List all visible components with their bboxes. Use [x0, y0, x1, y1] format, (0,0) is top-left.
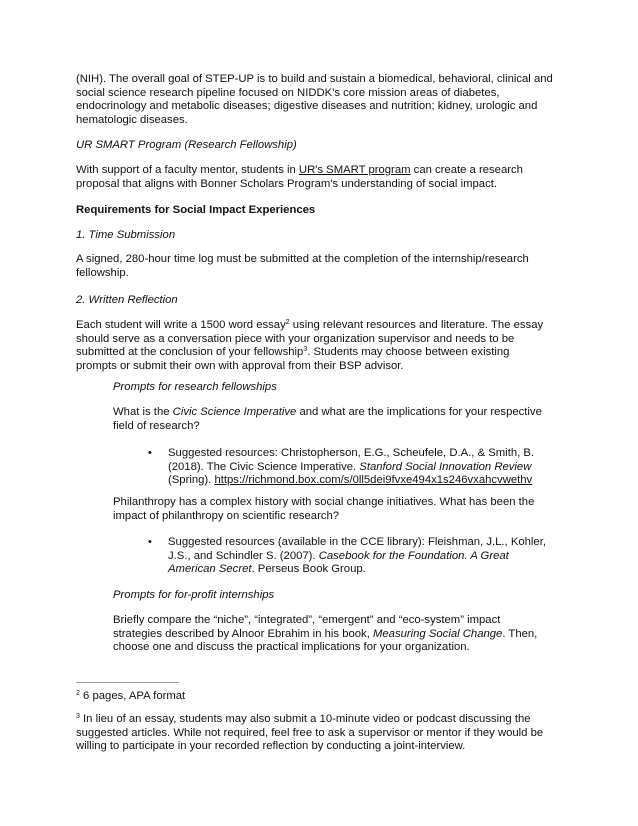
- bullet-marker: •: [148, 536, 152, 548]
- resource-item-1: Suggested resources: Christopherson, E.G., Scheufele, D.A., & Smith, B. (2018). The Civic Science Imperative. Stanford Social Innovation Review (Spring). https://richmond.box.com/s/0ll5dei9fvxe494x1s246vxahcvwethv: [168, 447, 535, 487]
- written-reflection-heading: 2. Written Reflection: [76, 294, 178, 306]
- resource-item-2: Suggested resources (available in the CCE library): Fleishman, J.L., Kohler, J.S., and Schindler S. (2007). Casebook for the Foundation. A Great American Secret. Perseus Book Group.: [168, 536, 546, 576]
- forprofit-prompts-heading: Prompts for for-profit internships: [113, 589, 275, 601]
- intro-line: hematologic diseases.: [76, 113, 188, 126]
- research-prompts-heading: Prompts for research fellowships: [113, 381, 277, 393]
- research-question-2: Philanthropy has a complex history with social change initiatives. What has been the impact of philanthropy on scientific research?: [113, 496, 535, 522]
- footnote-ref-3[interactable]: 3: [303, 346, 308, 354]
- smart-heading: UR SMART Program (Research Fellowship): [76, 139, 297, 151]
- time-submission-paragraph: A signed, 280-hour time log must be submitted at the completion of the internship/research fellowship.: [76, 253, 529, 279]
- intro-paragraph: [76, 73, 562, 127]
- bullet-marker: •: [148, 447, 152, 459]
- intro-line: social science research pipeline focused on NIDDK's core mission areas of diabetes,: [76, 86, 500, 99]
- research-question-1: What is the Civic Science Imperative and what are the implications for your respective field of research?: [113, 406, 542, 432]
- written-reflection-paragraph: Each student will write a 1500 word essay$^2$ using relevant resources and literature. The essay should serve as a conversation piece with your organization supervisor and needs to be submitted at the conclusion of your fellowship$^3$. Students may choose between existing prompts or submit their own with approval from their BSP advisor.: [76, 319, 544, 372]
- smart-program-link[interactable]: UR's SMART program: [298, 164, 411, 176]
- footnote-number: 3: [76, 713, 80, 720]
- forprofit-question: Briefly compare the “niche”, “integrated”, “emergent” and “eco-system” impact strategies described by Alnoor Ebrahim in his book, Measuring Social Change. Then, choose one and discuss the practical implications for your organization.: [113, 614, 538, 654]
- intro-line: endocrinology and metabolic diseases; digestive diseases and nutrition; kidney, urologic and: [76, 100, 538, 113]
- intro-line: (NIH). The overall goal of STEP-UP is to build and sustain a biomedical, behavioral, clinical and: [76, 73, 553, 85]
- smart-paragraph: With support of a faculty mentor, students in UR's SMART program can create a research proposal that aligns with Bonner Scholars Program's understanding of social impact.: [76, 164, 523, 190]
- footnote-number: 2: [76, 690, 80, 697]
- footnote-3: $^3$ In lieu of an essay, students may also submit a 10-minute video or podcast discussing the suggested articles. While not required, feel free to ask a supervisor or mentor if they would be willing to participate in your recorded reflection by conducting a joint-interview.: [76, 713, 544, 753]
- footnote-ref-2[interactable]: 2: [285, 319, 290, 326]
- footnote-2: $^2$ 6 pages, APA format: [76, 690, 186, 702]
- footnote-divider: [76, 682, 179, 683]
- resource-link[interactable]: https://richmond.box.com/s/0ll5dei9fvxe494x1s246vxahcvwethv: [214, 474, 533, 487]
- time-submission-heading: 1. Time Submission: [76, 229, 176, 241]
- requirements-heading: Requirements for Social Impact Experiences: [76, 204, 316, 216]
